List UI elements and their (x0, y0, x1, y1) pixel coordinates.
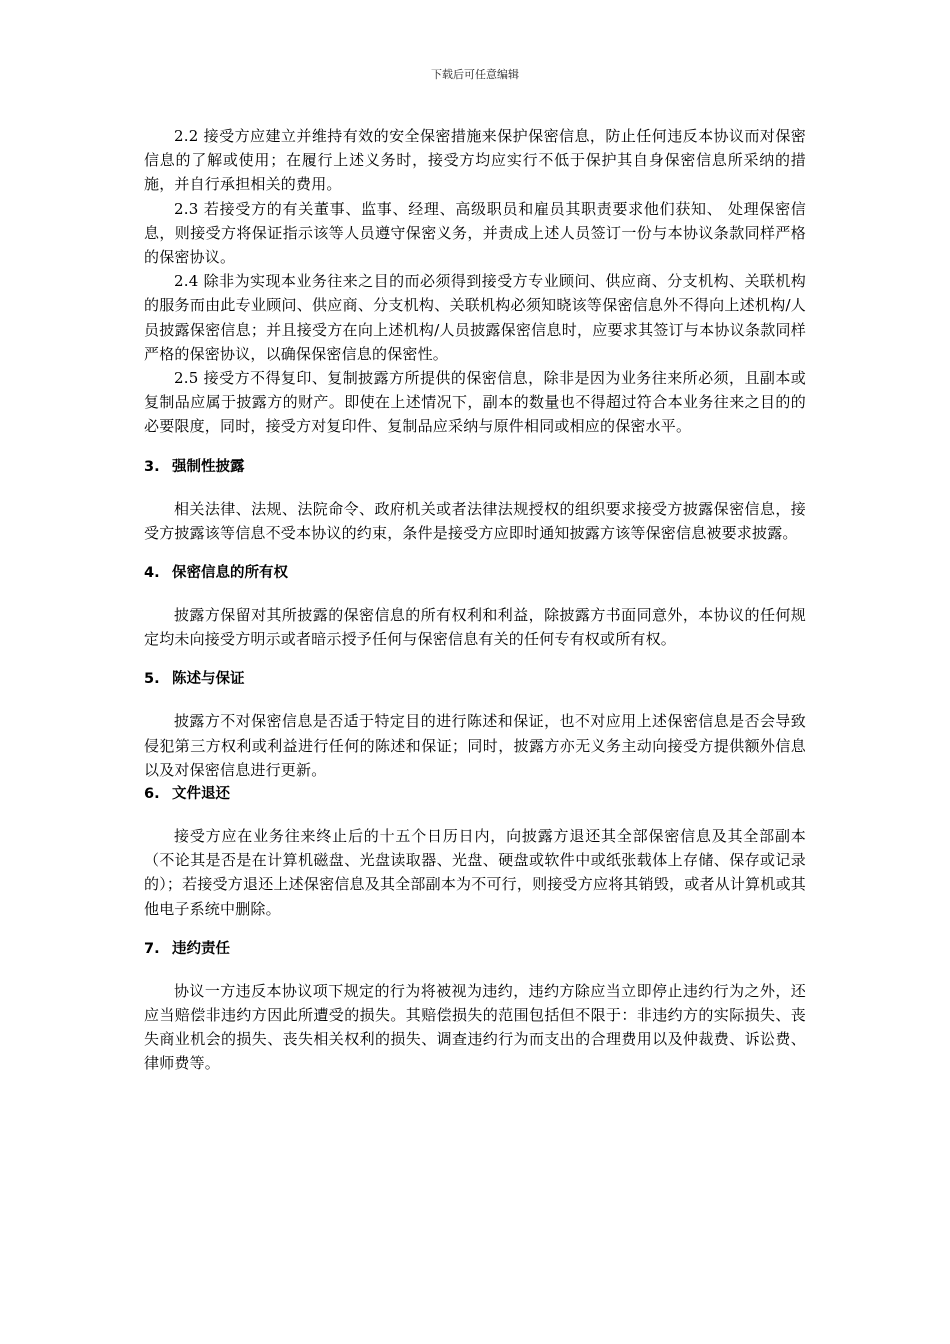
section-title: 文件退还 (172, 786, 230, 803)
section-body-7: 协议一方违反本协议项下规定的行为将被视为违约，违约方除应当立即停止违约行为之外，还应当赔偿非违约方因此所遭受的损失。其赔偿损失的范围包括但不限于：非违约方的实际损失、丧失商业机会的损失、丧失相关权利的损失、调查违约行为而支出的合理费用以及仲裁费、诉讼费、律师费等。 (144, 981, 806, 1073)
section-heading-3 (144, 455, 806, 479)
section-heading-5 (144, 667, 806, 691)
section-number: 5. (144, 671, 160, 688)
section-number: 7. (144, 940, 160, 957)
document-body (144, 124, 806, 1076)
section-body-6: 接受方应在业务往来终止后的十五个日历日内，向披露方退还其全部保密信息及其全部副本（不论其是否是在计算机磁盘、光盘读取器、光盘、硬盘或软件中或纸张载体上存储、保存或记录的）；若接受方退还上述保密信息及其全部副本为不可行，则接受方应将其销毁，或者从计算机或其他电子系统中删除。 (144, 827, 806, 918)
section-title: 强制性披露 (172, 458, 245, 475)
section-number: 4. (144, 565, 160, 582)
section-title: 保密信息的所有权 (172, 565, 288, 582)
section-body-5: 披露方不对保密信息是否适于特定目的进行陈述和保证，也不对应用上述保密信息是否会导致侵犯第三方权利或利益进行任何的陈述和保证；同时，披露方亦无义务主动向接受方提供额外信息以及对保密信息进行更新。 (144, 712, 806, 779)
section-heading-4 (144, 561, 806, 585)
section-title: 陈述与保证 (172, 671, 245, 688)
section-body-3: 相关法律、法规、法院命令、政府机关或者法律法规授权的组织要求接受方披露保密信息，接受方披露该等信息不受本协议的约束，条件是接受方应即时通知披露方该等保密信息被要求披露。 (144, 499, 806, 542)
clause-2-3: 2.3 若接受方的有关董事、监事、经理、高级职员和雇员其职责要求他们获知、 处理保密信息，则接受方将保证指示该等人员遵守保密义务，并责成上述人员签订一份与本协议条款同样严格的保密协议。 (144, 199, 806, 267)
section-title: 违约责任 (172, 940, 230, 957)
page-header: 下载后可任意编辑 (431, 68, 519, 81)
section-heading-6 (144, 782, 806, 806)
section-number: 3. (144, 458, 160, 475)
section-heading-7 (144, 937, 806, 961)
section-number: 6. (144, 786, 160, 803)
clause-2-4: 2.4 除非为实现本业务往来之目的而必须得到接受方专业顾问、供应商、分支机构、关联机构的服务而由此专业顾问、供应商、分支机构、关联机构必须知晓该等保密信息外不得向上述机构/人员披露保密信息；并且接受方在向上述机构/人员披露保密信息时，应要求其签订与本协议条款同样严格的保密协议，以确保保密信息的保密性。 (144, 272, 806, 363)
section-body-4: 披露方保留对其所披露的保密信息的所有权利和利益，除披露方书面同意外，本协议的任何规定均未向接受方明示或者暗示授予任何与保密信息有关的任何专有权或所有权。 (144, 606, 806, 649)
clause-2-5: 2.5 接受方不得复印、复制披露方所提供的保密信息，除非是因为业务往来所必须，且副本或复制品应属于披露方的财产。即使在上述情况下，副本的数量也不得超过符合本业务往来之目的的必要限度，同时，接受方对复印件、复制品应采纳与原件相同或相应的保密水平。 (144, 369, 806, 436)
clause-2-2: 2.2 接受方应建立并维持有效的安全保密措施来保护保密信息，防止任何违反本协议而对保密信息的了解或使用；在履行上述义务时，接受方均应实行不低于保护其自身保密信息所采纳的措施，并自行承担相关的费用。 (144, 127, 806, 194)
